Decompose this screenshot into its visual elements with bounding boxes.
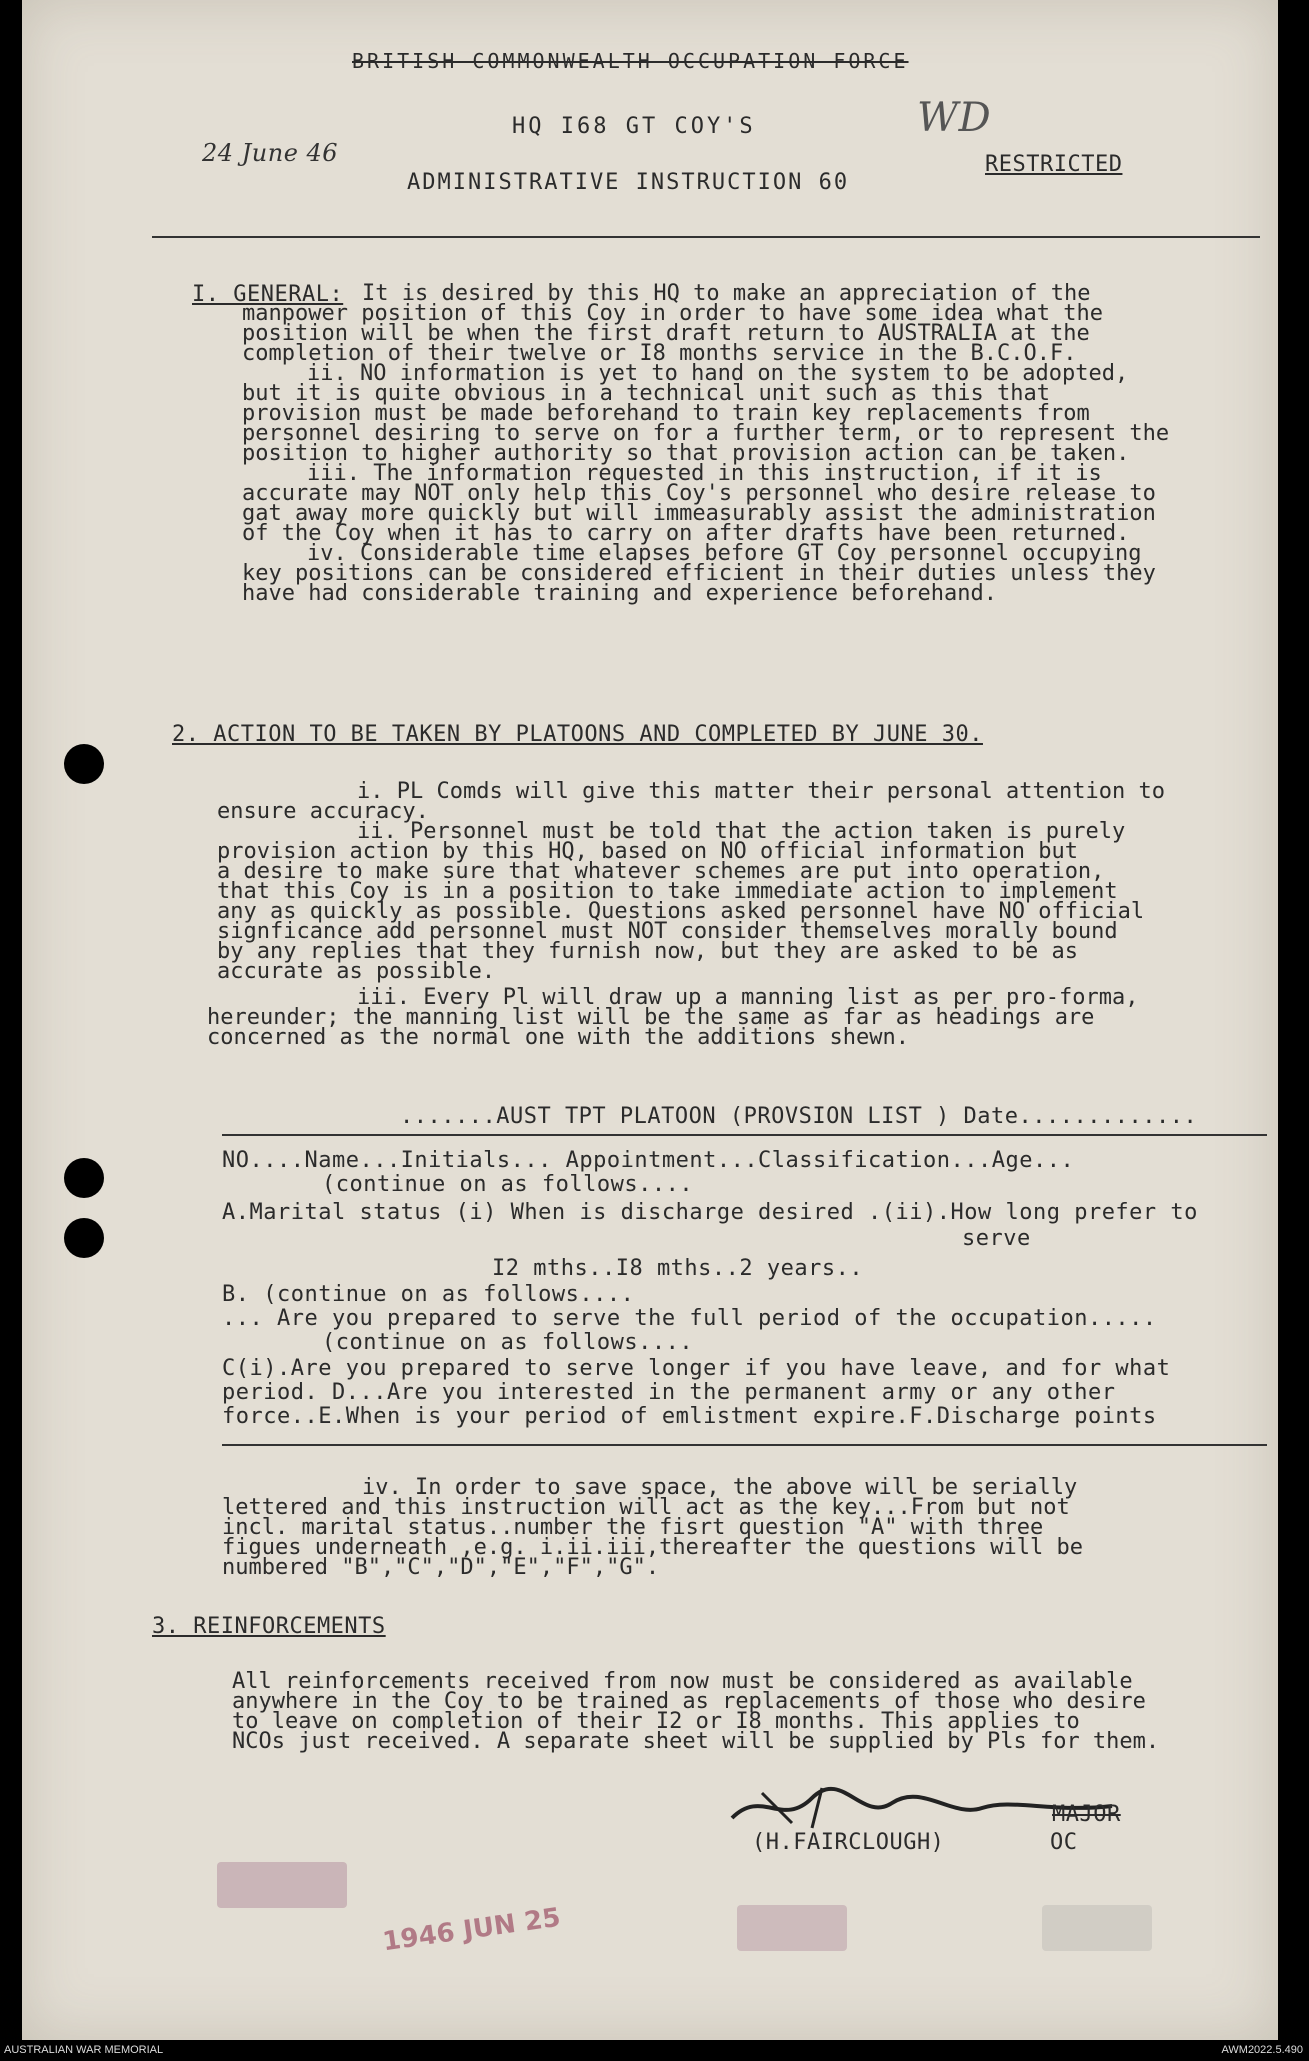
text-line: of the Coy when it has to carry on after drafts have been returned. (242, 521, 1130, 546)
text-line: ensure accuracy. (217, 799, 429, 824)
text-line: iv. Considerable time elapses before GT Coy personnel occupying (307, 541, 1142, 566)
text-line: iii. The information requested in this instruction, if it is (307, 461, 1102, 486)
proforma-top-rule (222, 1134, 1267, 1136)
text-line: position will be when the first draft return to AUSTRALIA at the (242, 321, 1090, 346)
text-line: provision action by this HQ, based on NO official information but (217, 839, 1078, 864)
text-line: concerned as the normal one with the additions shewn. (207, 1025, 909, 1050)
text-line: by any replies that they furnish now, but they are asked to be as (217, 939, 1078, 964)
text-line: any as quickly as possible. Questions asked personnel have NO official (217, 899, 1145, 924)
received-stamp (217, 1862, 347, 1908)
force-title: BRITISH COMMONWEALTH OCCUPATION FORCE (352, 49, 909, 73)
text-line: gat away more quickly but will immeasurably assist the administration (242, 501, 1156, 526)
section-2-heading: 2. ACTION TO BE TAKEN BY PLATOONS AND COMPLETED BY JUNE 30. (172, 722, 983, 747)
document-date: 24 June 46 (202, 139, 339, 167)
paragraph-iv (222, 1475, 1083, 1580)
signatory-rank: MAJOR (1052, 1802, 1121, 1827)
header-rule (152, 236, 1260, 238)
text-line: anywhere in the Coy to be trained as replacements of those who desire (232, 1689, 1146, 1714)
proforma-line: (continue on as follows.... (322, 1172, 694, 1197)
text-line: hereunder; the manning list will be the same as far as headings are (207, 1005, 1095, 1030)
text-line: a desire to make sure that whatever schemes are put into operation, (217, 859, 1105, 884)
signatory-name: (H.FAIRCLOUGH) (752, 1830, 945, 1855)
faded-stamp (1042, 1905, 1152, 1951)
footer-credit: AUSTRALIAN WAR MEMORIAL (4, 2044, 164, 2056)
text-line: but it is quite obvious in a technical unit such as this that (242, 381, 1050, 406)
faded-stamp (737, 1905, 847, 1951)
proforma-line: period. D...Are you interested in the permanent army or any other (222, 1380, 1116, 1405)
proforma-bottom-rule (222, 1444, 1267, 1446)
text-line: provision must be made beforehand to train key replacements from (242, 401, 1090, 426)
text-line: to leave on completion of their I2 or I8 months. This applies to (232, 1709, 1080, 1734)
signatory-role: OC (1050, 1830, 1078, 1855)
proforma-line: C(i).Are you prepared to serve longer if you have leave, and for what (222, 1356, 1171, 1381)
text-line: NCOs just received. A separate sheet will be supplied by Pls for them. (232, 1729, 1160, 1754)
proforma-title: .......AUST TPT PLATOON (PROVSION LIST ) Date............. (400, 1104, 1198, 1129)
text-line: accurate may NOT only help this Coy's personnel who desire release to (242, 481, 1156, 506)
hq-title: HQ I68 GT COY'S (512, 114, 756, 139)
section-3-body (232, 1669, 1160, 1754)
document-page (22, 0, 1278, 2040)
wd-mark: WD (917, 95, 992, 141)
proforma-line: force..E.When is your period of emlistment expire.F.Discharge points (222, 1404, 1157, 1429)
section-1-body (222, 281, 1170, 606)
text-line: lettered and this instruction will act as the key...From but not (222, 1495, 1070, 1520)
section-3-heading: 3. REINFORCEMENTS (152, 1614, 386, 1639)
instruction-title: ADMINISTRATIVE INSTRUCTION 60 (407, 170, 850, 195)
text-line: iv. In order to save space, the above will be serially (362, 1475, 1078, 1500)
text-line: manpower position of this Coy in order to have some idea what the (242, 301, 1103, 326)
footer-accession: AWM2022.5.490 (1221, 2044, 1303, 2056)
text-line: ii. Personnel must be told that the action taken is purely (357, 819, 1126, 844)
text-line: iii. Every Pl will draw up a manning list as per pro-forma, (357, 985, 1139, 1010)
text-line: ii. NO information is yet to hand on the system to be adopted, (307, 361, 1129, 386)
text-line: It is desired by this HQ to make an appreciation of the (362, 281, 1091, 306)
proforma-line: A.Marital status (i) When is discharge desired .(ii).How long prefer to (222, 1200, 1198, 1225)
punch-hole (64, 744, 104, 784)
proforma-line: B. (continue on as follows.... (222, 1282, 635, 1307)
text-line: position to higher authority so that provision action can be taken. (242, 441, 1130, 466)
text-line: have had considerable training and experience beforehand. (242, 581, 997, 606)
section-2-body (207, 779, 1165, 1050)
proforma-line: serve (962, 1226, 1031, 1251)
text-line: incl. marital status..number the fisrt question "A" with three (222, 1515, 1044, 1540)
text-line: figues underneath ,e.g. i.ii.iii,thereafter the questions will be (222, 1535, 1083, 1560)
text-line: i. PL Comds will give this matter their personal attention to (357, 779, 1165, 804)
section-1-heading: I. GENERAL: (192, 282, 344, 307)
text-line: personnel desiring to serve on for a further term, or to represent the (242, 421, 1170, 446)
proforma-line: NO....Name...Initials... Appointment...Classification...Age... (222, 1148, 1075, 1173)
text-line: that this Coy is in a position to take immediate action to implement (217, 879, 1118, 904)
date-stamp: 1946 JUN 25 (380, 1902, 563, 1958)
text-line: All reinforcements received from now must be considered as available (232, 1669, 1133, 1694)
proforma-line: (continue on as follows.... (322, 1330, 694, 1355)
text-line: signficance add personnel must NOT consider themselves morally bound (217, 919, 1118, 944)
text-line: numbered "B","C","D","E","F","G". (222, 1555, 660, 1580)
text-line: completion of their twelve or I8 months service in the B.C.O.F. (242, 341, 1077, 366)
text-line: key positions can be considered efficient in their duties unless they (242, 561, 1156, 586)
proforma-line: ... Are you prepared to serve the full period of the occupation..... (222, 1306, 1157, 1331)
punch-hole (64, 1158, 104, 1198)
punch-hole (64, 1218, 104, 1258)
restricted-label: RESTRICTED (985, 152, 1123, 177)
text-line: accurate as possible. (217, 959, 496, 984)
proforma-line: I2 mths..I8 mths..2 years.. (492, 1256, 864, 1281)
